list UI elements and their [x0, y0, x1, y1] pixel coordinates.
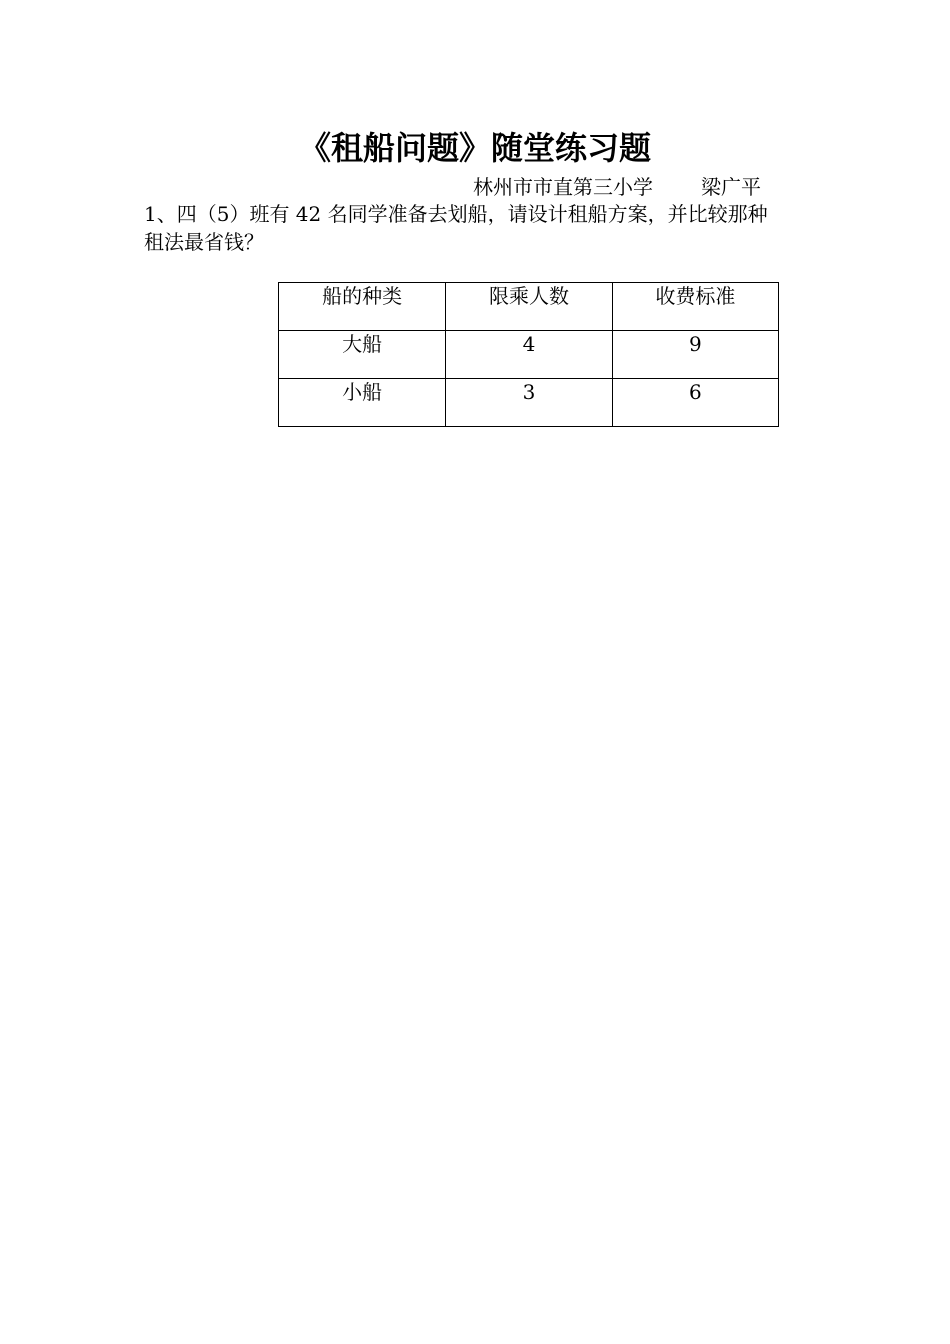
school-name: 林州市市直第三小学 [473, 175, 653, 199]
table-row [279, 379, 779, 427]
page-title: 《租船问题》随堂练习题 [298, 129, 651, 167]
question-text [144, 200, 814, 256]
question-line-2: 租法最省钱？ [144, 230, 264, 254]
boat-rates-table [278, 282, 779, 427]
header-fee: 收费标准 [612, 283, 778, 331]
question-line-1: 1、四（5）班有 42 名同学准备去划船，请设计租船方案，并比较那种 [144, 202, 768, 226]
table-row [279, 331, 779, 379]
header-capacity: 限乘人数 [446, 283, 612, 331]
cell-boat-type: 小船 [279, 379, 446, 427]
cell-boat-type: 大船 [279, 331, 446, 379]
table-header-row [279, 283, 779, 331]
byline [473, 174, 761, 200]
cell-capacity: 4 [446, 331, 612, 379]
cell-fee: 9 [612, 331, 778, 379]
cell-capacity: 3 [446, 379, 612, 427]
author-name: 梁广平 [701, 175, 761, 199]
header-boat-type: 船的种类 [279, 283, 446, 331]
cell-fee: 6 [612, 379, 778, 427]
